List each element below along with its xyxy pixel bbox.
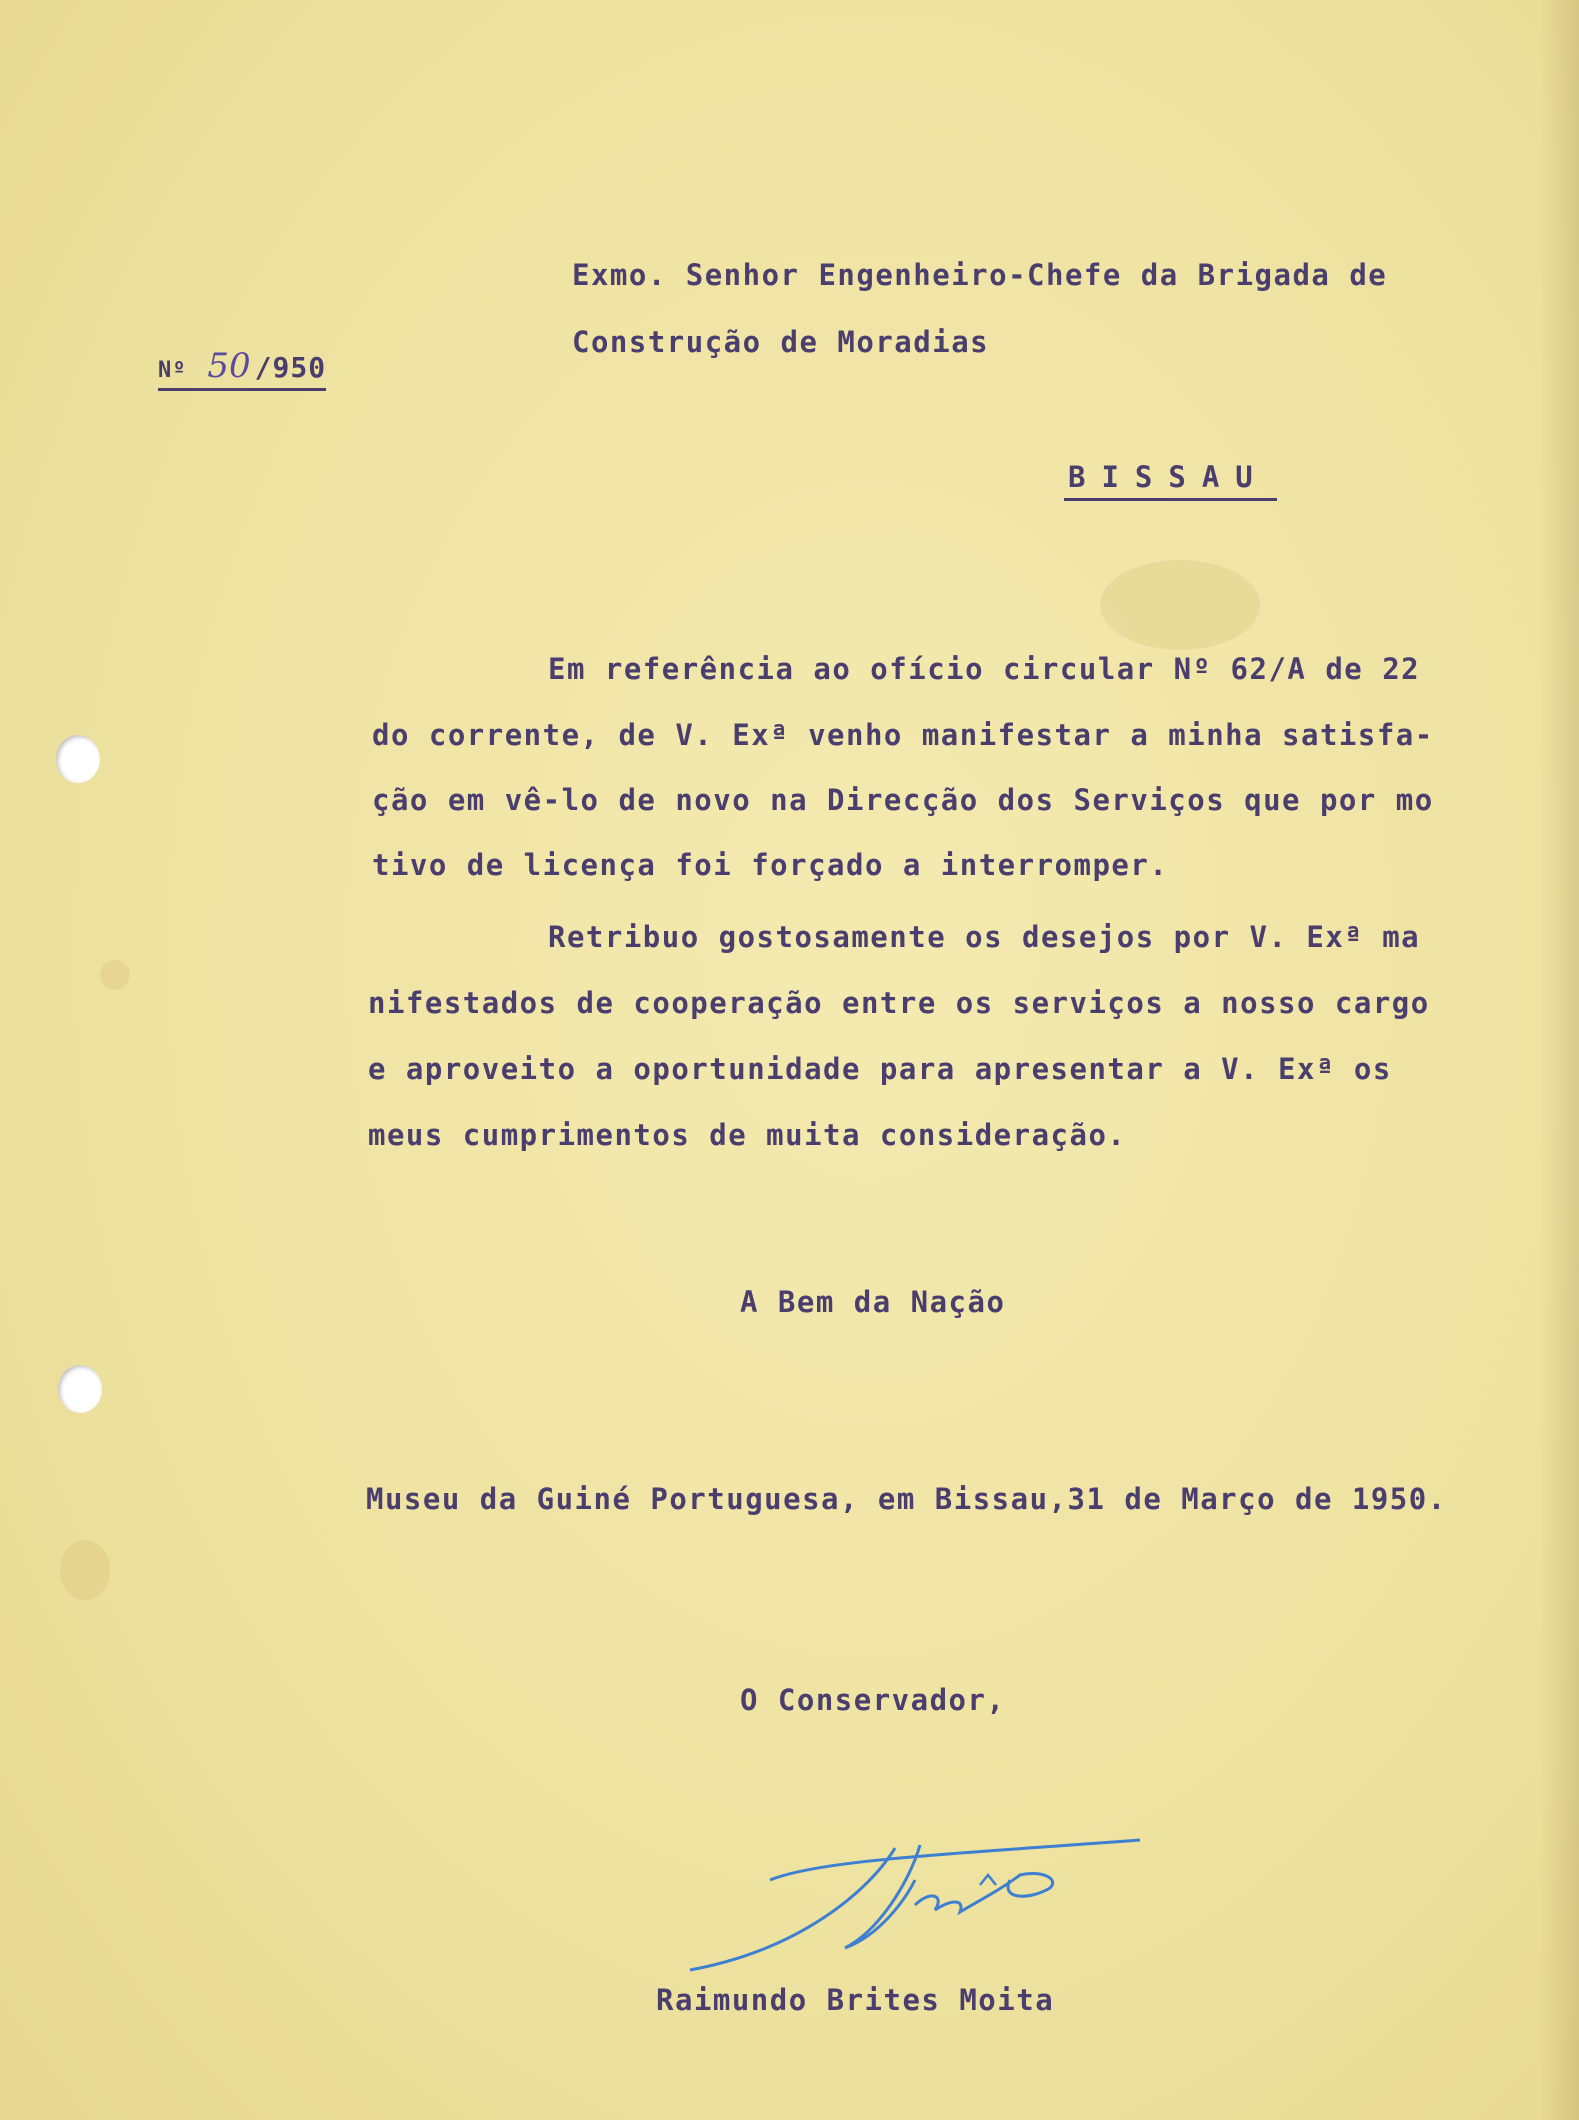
paragraph-1-line: tivo de licença foi forçado a interromper. xyxy=(372,848,1169,882)
motto: A Bem da Nação xyxy=(740,1285,1006,1319)
addressee-city: BISSAU xyxy=(1064,460,1277,501)
paragraph-2-line: meus cumprimentos de muita consideração. xyxy=(368,1118,1127,1152)
punch-hole xyxy=(58,1365,102,1413)
paragraph-2-line: e aproveito a oportunidade para apresentar a V. Exª os xyxy=(368,1052,1392,1086)
reference-number xyxy=(158,346,326,391)
reference-year: /950 xyxy=(254,351,327,384)
signer-name: Raimundo Brites Moita xyxy=(656,1983,1055,2017)
paragraph-1-line: Em referência ao ofício circular Nº 62/A de 22 xyxy=(548,652,1421,686)
paper-stain xyxy=(1100,560,1260,650)
paper-edge-shadow xyxy=(1539,0,1579,2120)
paper-stain xyxy=(100,960,130,990)
addressee-line-2: Construção de Moradias xyxy=(572,325,990,359)
paragraph-1-line: ção em vê-lo de novo na Direcção dos Serviços que por mo xyxy=(372,783,1434,817)
paragraph-1-line: do corrente, de V. Exª venho manifestar a minha satisfa- xyxy=(372,718,1434,752)
punch-hole xyxy=(56,735,100,783)
reference-handwritten-number: 50 xyxy=(207,346,251,386)
addressee-line-1: Exmo. Senhor Engenheiro-Chefe da Brigada de xyxy=(572,258,1388,292)
place-and-date: Museu da Guiné Portuguesa, em Bissau,31 de Março de 1950. xyxy=(366,1482,1447,1516)
paragraph-2-line: nifestados de cooperação entre os serviços a nosso cargo xyxy=(368,986,1430,1020)
paper-stain xyxy=(60,1540,110,1600)
paragraph-2-line: Retribuo gostosamente os desejos por V. Exª ma xyxy=(548,920,1421,954)
reference-prefix: Nº xyxy=(158,358,187,383)
handwritten-signature xyxy=(680,1820,1150,1980)
closing-title: O Conservador, xyxy=(740,1683,1006,1717)
